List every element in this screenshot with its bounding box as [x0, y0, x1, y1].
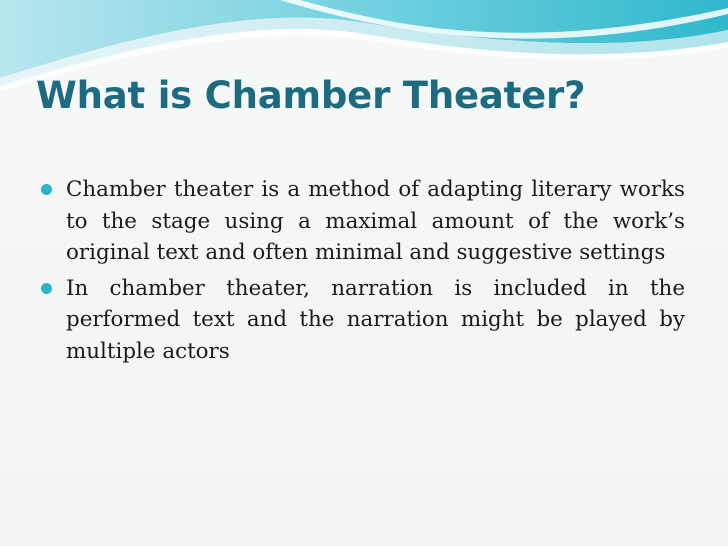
- bullet-dot-icon: [41, 184, 52, 195]
- bullet-list: [40, 174, 685, 371]
- slide-title: What is Chamber Theater?: [36, 74, 586, 117]
- bullet-item: [40, 174, 685, 269]
- bullet-item: [40, 273, 685, 368]
- bullet-text: In chamber theater, narration is included in the performed text and the narration might be played by multiple actors: [66, 275, 685, 364]
- bullet-dot-icon: [41, 283, 52, 294]
- bullet-text: Chamber theater is a method of adapting literary works to the stage using a maximal amount of the work’s original text and often minimal and suggestive settings: [66, 177, 685, 265]
